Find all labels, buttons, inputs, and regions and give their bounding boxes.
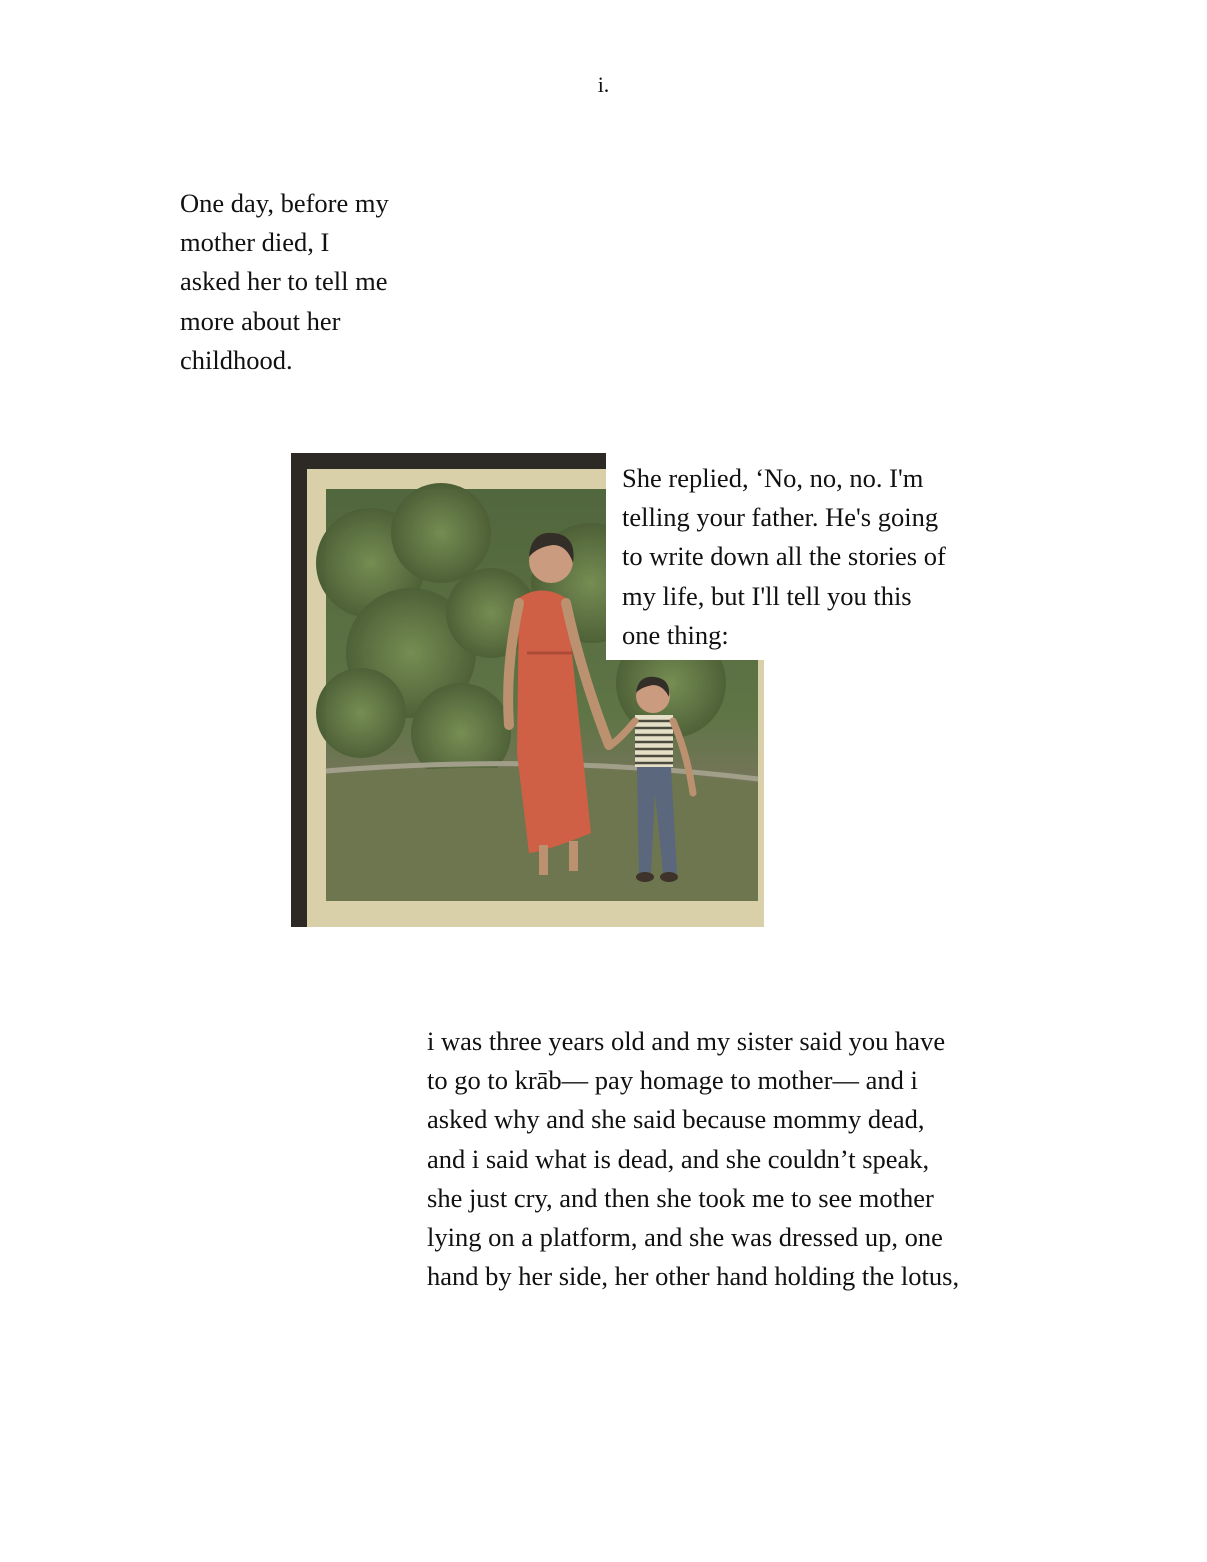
memory-line: hand by her side, her other hand holding the lotus, (427, 1261, 960, 1292)
memory-line: to go to krāb— pay homage to mother— and i (427, 1065, 918, 1096)
memory-line: lying on a platform, and she was dressed up, one (427, 1222, 943, 1253)
memory-line: and i said what is dead, and she couldn’t speak, (427, 1143, 930, 1174)
memory-paragraph (427, 1022, 959, 1296)
reply-line: one thing: (622, 619, 729, 650)
reply-line: to write down all the stories of (622, 541, 946, 572)
intro-paragraph (180, 184, 389, 380)
reply-line: my life, but I'll tell you this (622, 580, 912, 611)
reply-line: telling your father. He's going (622, 502, 939, 533)
intro-line: mother died, I (180, 227, 330, 258)
reply-paragraph (622, 459, 946, 655)
intro-line: One day, before my (180, 188, 389, 218)
intro-line: asked her to tell me (180, 266, 388, 297)
memory-line: i was three years old and my sister said you have (427, 1026, 946, 1056)
intro-line: childhood. (180, 344, 293, 375)
page-number: i. (597, 72, 610, 97)
memory-line: asked why and she said because mommy dead, (427, 1104, 925, 1135)
memory-line: she just cry, and then she took me to see mother (427, 1182, 934, 1213)
reply-line: She replied, ‘No, no, no. I'm (622, 463, 924, 493)
intro-line: more about her (180, 305, 341, 336)
